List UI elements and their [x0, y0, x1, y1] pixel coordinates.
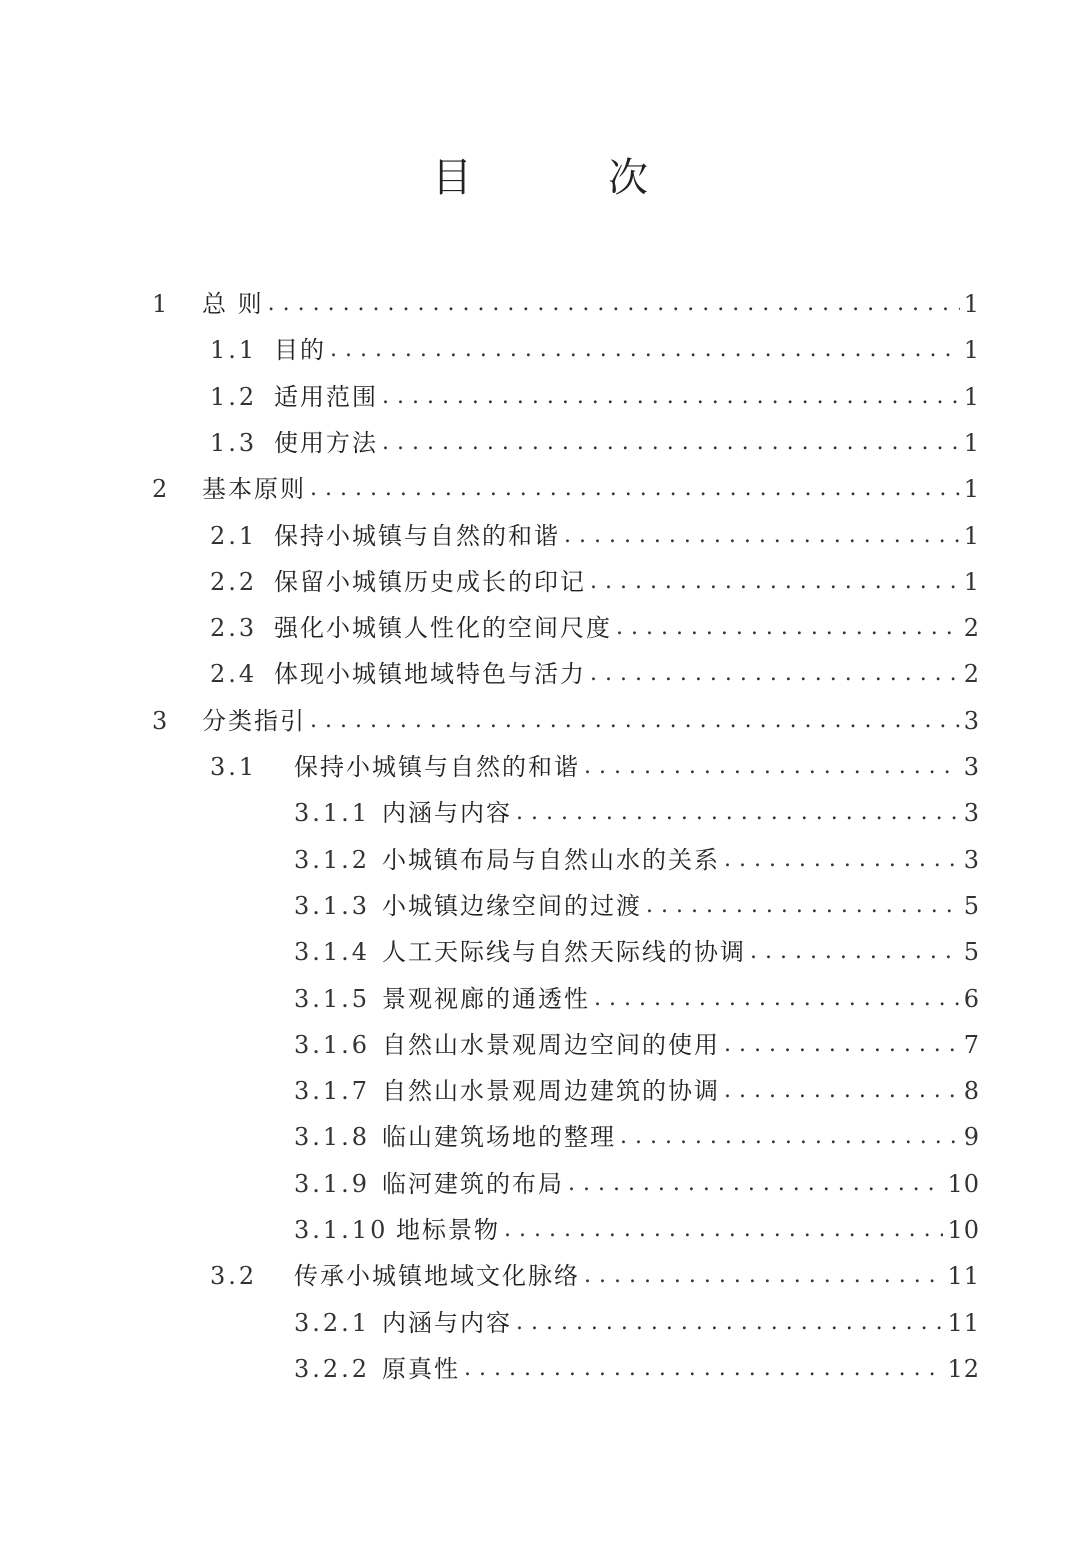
toc-entry[interactable] — [210, 654, 980, 694]
toc-entry-page: 11 — [947, 1308, 980, 1337]
dot-leader — [516, 1303, 943, 1343]
toc-entry[interactable] — [294, 932, 980, 972]
toc-entry-page: 2 — [963, 660, 980, 689]
dot-leader — [568, 1164, 943, 1204]
toc-entry-number: 3.1.10 — [294, 1216, 389, 1244]
toc-entry-label: 临河建筑的布局 — [382, 1169, 564, 1198]
toc-entry-number: 3.1.3 — [294, 891, 371, 920]
toc-entry-label: 强化小城镇人性化的空间尺度 — [274, 614, 612, 643]
toc-entry-number: 2.3 — [210, 614, 258, 643]
toc-entry[interactable] — [294, 1210, 980, 1250]
toc-entry-number: 3.2 — [210, 1262, 258, 1291]
toc-entry-number: 1.1 — [210, 336, 258, 365]
dot-leader — [382, 377, 960, 417]
toc-entry-label: 目的 — [274, 336, 326, 365]
toc-entry-label: 原真性 — [382, 1354, 460, 1383]
toc-entry-number: 2.4 — [210, 660, 258, 689]
toc-entry-label: 自然山水景观周边建筑的协调 — [382, 1077, 720, 1106]
toc-entry-label: 景观视廊的通透性 — [382, 984, 590, 1013]
toc-entry-number: 3 — [152, 706, 171, 735]
toc-entry[interactable] — [294, 1071, 980, 1111]
toc-entry[interactable] — [210, 608, 980, 648]
toc-entry-label: 分类指引 — [202, 706, 306, 735]
toc-entry-number: 2.1 — [210, 521, 258, 550]
toc-entry-label: 保留小城镇历史成长的印记 — [274, 567, 586, 596]
dot-leader — [464, 1349, 943, 1389]
toc-entry-number: 1.2 — [210, 382, 258, 411]
dot-leader — [504, 1210, 943, 1250]
toc-entry[interactable] — [210, 562, 980, 602]
toc-entry[interactable] — [294, 1303, 980, 1343]
toc-entry[interactable] — [294, 979, 980, 1019]
dot-leader — [590, 654, 960, 694]
toc-entry-page: 3 — [963, 799, 980, 828]
toc-entry-number: 3.2.2 — [294, 1354, 371, 1383]
toc-entry[interactable] — [152, 701, 980, 741]
toc-entry[interactable] — [294, 1349, 980, 1389]
toc-entry-number: 3.1.9 — [294, 1169, 371, 1198]
toc-entry-number: 3.1.5 — [294, 984, 371, 1013]
toc-entry-label: 保持小城镇与自然的和谐 — [274, 521, 560, 550]
toc-entry[interactable] — [210, 377, 980, 417]
toc-entry-number: 3.2.1 — [294, 1308, 371, 1337]
toc-entry[interactable] — [294, 886, 980, 926]
toc-entry[interactable] — [152, 284, 980, 324]
toc-entry[interactable] — [152, 469, 980, 509]
toc-entry-page: 10 — [947, 1169, 980, 1198]
toc-entry-page: 1 — [963, 336, 980, 365]
toc-entry-label: 基本原则 — [202, 475, 306, 504]
dot-leader — [584, 747, 960, 787]
toc-entry-page: 3 — [963, 706, 980, 735]
toc-entry-page: 7 — [963, 1030, 980, 1059]
dot-leader — [750, 932, 960, 972]
dot-leader — [564, 516, 960, 556]
dot-leader — [594, 979, 960, 1019]
toc-entry-number: 1 — [152, 290, 171, 318]
dot-leader — [724, 1025, 960, 1065]
toc-entry[interactable] — [210, 423, 980, 463]
toc-entry-label: 小城镇边缘空间的过渡 — [382, 891, 642, 920]
toc-entry-label: 临山建筑场地的整理 — [382, 1123, 616, 1152]
toc-entry-label: 内涵与内容 — [382, 1308, 512, 1337]
toc-entry[interactable] — [294, 1117, 980, 1157]
dot-leader — [330, 330, 960, 370]
toc-entry-number: 3.1.8 — [294, 1123, 371, 1152]
toc-entry-number: 2 — [152, 475, 171, 504]
toc-entry-page: 5 — [963, 891, 980, 920]
toc-entry-page: 5 — [963, 938, 980, 967]
dot-leader — [724, 840, 960, 880]
dot-leader — [646, 886, 960, 926]
dot-leader — [620, 1117, 960, 1157]
toc-entry-page: 9 — [963, 1123, 980, 1152]
dot-leader — [584, 1256, 943, 1296]
toc-entry-label: 小城镇布局与自然山水的关系 — [382, 845, 720, 874]
toc-entry-label: 保持小城镇与自然的和谐 — [294, 753, 580, 781]
toc-entry[interactable] — [294, 1025, 980, 1065]
toc-entry[interactable] — [294, 793, 980, 833]
toc-entry-number: 1.3 — [210, 428, 258, 457]
toc-entry-page: 1 — [963, 567, 980, 596]
toc-entry-label: 传承小城镇地域文化脉络 — [294, 1262, 580, 1291]
toc-entry-label: 内涵与内容 — [382, 799, 512, 828]
toc-entry[interactable] — [210, 330, 980, 370]
dot-leader — [382, 423, 960, 463]
toc-entry[interactable] — [210, 516, 980, 556]
toc-entry-page: 1 — [963, 475, 980, 504]
toc-entry-label: 人工天际线与自然天际线的协调 — [382, 938, 746, 967]
dot-leader — [590, 562, 960, 602]
toc-entry-page: 6 — [963, 984, 980, 1013]
dot-leader — [616, 608, 960, 648]
dot-leader — [268, 284, 960, 324]
toc-entry-number: 2.2 — [210, 567, 258, 596]
toc-entry-number: 3.1.7 — [294, 1077, 371, 1106]
toc-entry-page: 1 — [963, 382, 980, 411]
dot-leader — [310, 701, 960, 741]
dot-leader — [310, 469, 960, 509]
toc-entry-page: 10 — [947, 1216, 980, 1244]
dot-leader — [724, 1071, 960, 1111]
page-title: 目 次 — [432, 155, 696, 201]
toc-entry-label: 总 则 — [202, 290, 264, 318]
toc-entry-number: 3.1.4 — [294, 938, 371, 967]
toc-entry[interactable] — [210, 1256, 980, 1296]
toc-entry-number: 3.1 — [210, 753, 258, 781]
toc-entry-page: 2 — [963, 614, 980, 643]
toc-entry-number: 3.1.6 — [294, 1030, 371, 1059]
toc-entry-page: 1 — [963, 521, 980, 550]
toc-entry-page: 1 — [963, 428, 980, 457]
toc-entry-number: 3.1.2 — [294, 845, 371, 874]
toc-entry-page: 11 — [947, 1262, 980, 1291]
toc-entry-page: 3 — [963, 845, 980, 874]
toc-entry-number: 3.1.1 — [294, 799, 371, 828]
toc-entry[interactable] — [294, 840, 980, 880]
toc-entry-label: 地标景物 — [396, 1216, 500, 1244]
toc-entry-label: 适用范围 — [274, 382, 378, 411]
dot-leader — [516, 793, 960, 833]
toc-entry-page: 3 — [963, 753, 980, 781]
toc-entry-label: 体现小城镇地域特色与活力 — [274, 660, 586, 689]
toc-entry-page: 8 — [963, 1077, 980, 1106]
toc-entry[interactable] — [210, 747, 980, 787]
toc-entry-label: 自然山水景观周边空间的使用 — [382, 1030, 720, 1059]
toc-entry-page: 1 — [963, 290, 980, 318]
toc-entry-label: 使用方法 — [274, 428, 378, 457]
toc-entry[interactable] — [294, 1164, 980, 1204]
toc-entry-page: 12 — [947, 1354, 980, 1383]
